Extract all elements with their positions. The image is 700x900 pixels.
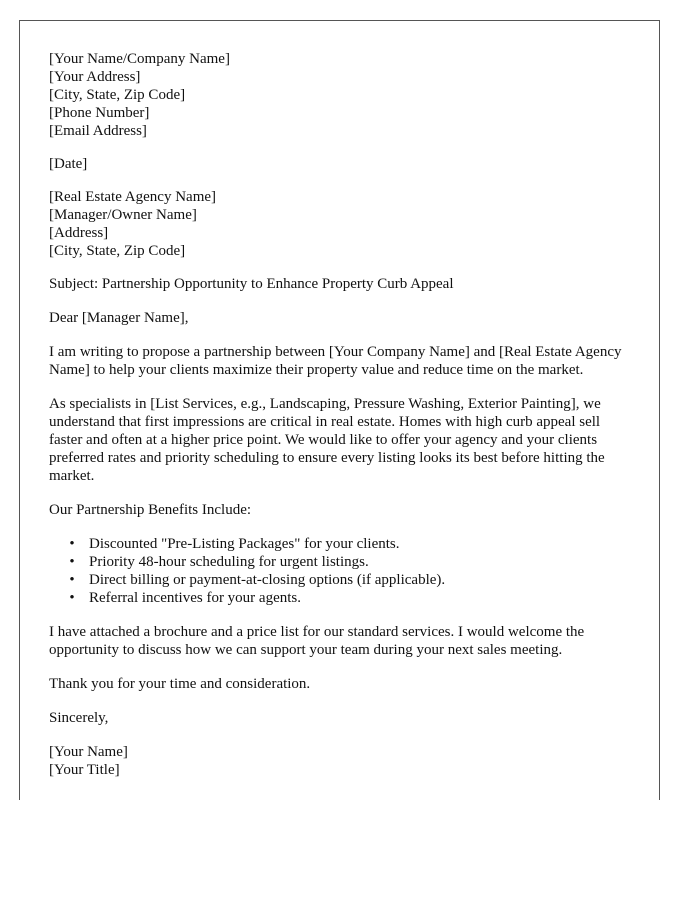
sender-email: [Email Address] bbox=[49, 123, 147, 139]
recipient-agency: [Real Estate Agency Name] bbox=[49, 189, 217, 205]
benefit-text: Direct billing or payment-at-closing options (if applicable). bbox=[89, 572, 446, 588]
list-item bbox=[69, 589, 629, 607]
bullet-icon: • bbox=[69, 572, 75, 588]
bullet-icon: • bbox=[69, 590, 75, 606]
sender-address: [Your Address] bbox=[49, 69, 141, 85]
body-paragraph: As specialists in [List Services, e.g., Landscaping, Pressure Washing, Exterior Painting], we understand that first impressions are critical in real estate. Homes with high curb appeal sell faster and often at a higher price point. We would like to offer your agency and your clients preferred rates and priority scheduling to ensure every listing looks its best before hitting the market. bbox=[49, 396, 605, 484]
closing-paragraph: Thank you for your time and consideration. bbox=[49, 676, 311, 692]
body-paragraph: I am writing to propose a partnership between [Your Company Name] and [Real Estate Agency Name] to help your clients maximize their property value and reduce time on the market. bbox=[49, 344, 622, 378]
benefits-heading: Our Partnership Benefits Include: bbox=[49, 502, 252, 518]
sender-city: [City, State, Zip Code] bbox=[49, 87, 186, 103]
recipient-block bbox=[49, 188, 629, 260]
recipient-manager: [Manager/Owner Name] bbox=[49, 207, 197, 223]
signature-block bbox=[49, 743, 629, 779]
signoff: Sincerely, bbox=[49, 710, 109, 726]
benefit-text: Referral incentives for your agents. bbox=[89, 590, 301, 606]
signature-title: [Your Title] bbox=[49, 762, 120, 778]
date-block bbox=[49, 155, 629, 173]
sender-block bbox=[49, 50, 629, 140]
bullet-icon: • bbox=[69, 554, 75, 570]
list-item bbox=[69, 553, 629, 571]
benefit-text: Discounted "Pre-Listing Packages" for your clients. bbox=[89, 536, 400, 552]
list-item bbox=[69, 535, 629, 553]
letter-page bbox=[19, 20, 660, 800]
letter-date: [Date] bbox=[49, 156, 88, 172]
closing-paragraph: I have attached a brochure and a price list for our standard services. I would welcome the opportunity to discuss how we can support your team during your next sales meeting. bbox=[49, 624, 585, 658]
benefit-text: Priority 48-hour scheduling for urgent listings. bbox=[89, 554, 369, 570]
salutation: Dear [Manager Name], bbox=[49, 310, 189, 326]
recipient-address: [Address] bbox=[49, 225, 109, 241]
list-item bbox=[69, 571, 629, 589]
sender-phone: [Phone Number] bbox=[49, 105, 150, 121]
signature-name: [Your Name] bbox=[49, 744, 128, 760]
benefits-list bbox=[49, 535, 629, 607]
bullet-icon: • bbox=[69, 536, 75, 552]
subject-line: Subject: Partnership Opportunity to Enhance Property Curb Appeal bbox=[49, 276, 454, 292]
recipient-city: [City, State, Zip Code] bbox=[49, 243, 186, 259]
sender-name: [Your Name/Company Name] bbox=[49, 51, 230, 67]
